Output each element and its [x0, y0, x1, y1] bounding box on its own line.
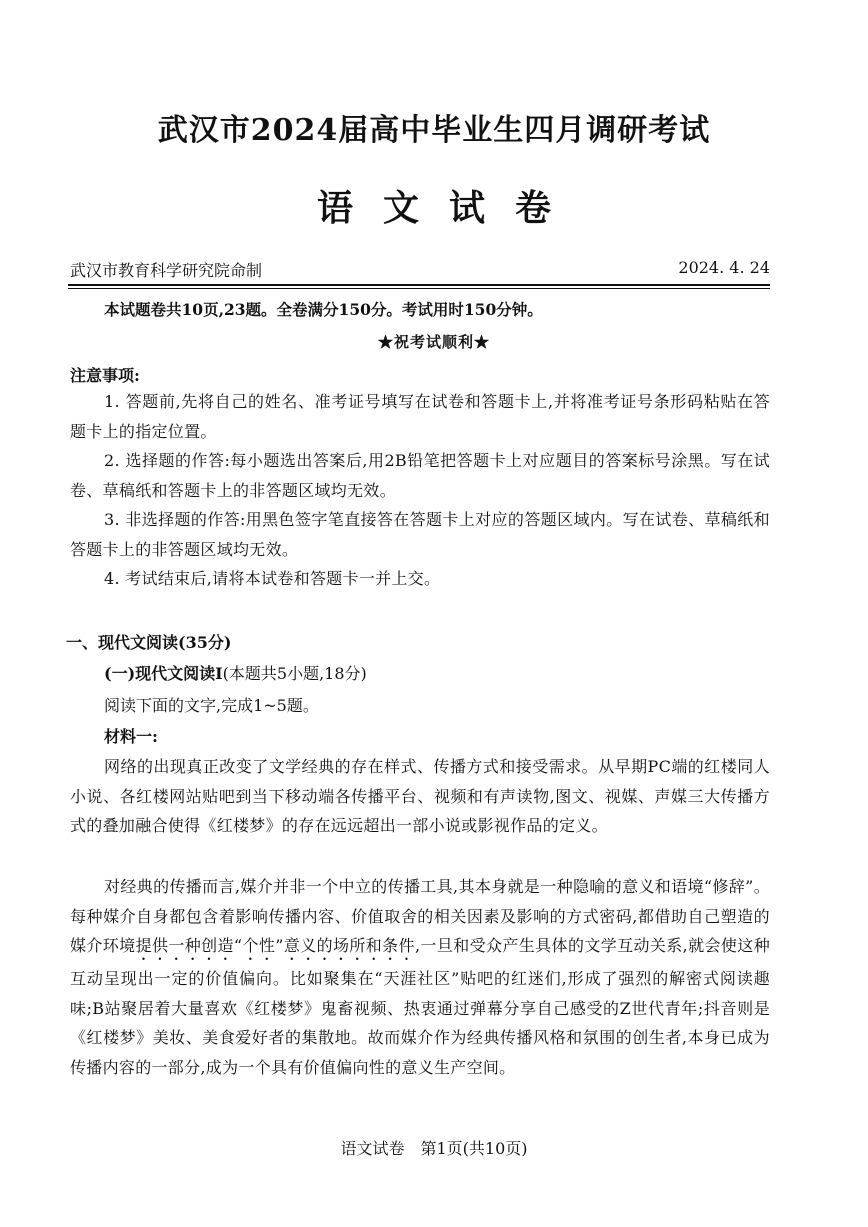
- page-footer: 语文试卷 第1页(共10页): [340, 1139, 528, 1158]
- emphasized-phrase: 提供一种创造“个性”意义的场所和条件: [135, 936, 415, 955]
- notice-item-3: 3. 非选择题的作答:用黑色签字笔直接答在答题卡上对应的答题区域内。写在试卷、草稿纸和答题卡上的非答题区域均无效。: [70, 510, 770, 559]
- subsection-title: (一)现代文阅读Ⅰ: [104, 664, 223, 683]
- section-heading: 一、现代文阅读(35分): [66, 633, 232, 652]
- exam-date: 2024. 4. 24: [678, 258, 770, 277]
- paragraph-2-part-b: ,一旦和受众产生具体的文学互动关系,就会使这种互动呈现出一定的价值偏向。比如聚集在“天涯社区”贴吧的红迷们,形成了强烈的解密式阅读趣味;B站聚居着大量喜欢《红楼梦》鬼畜视频、热衷通过弹幕分享自己感受的Z世代青年;抖音则是《红楼梦》美妆、美食爱好者的集散地。故而媒介作为经典传播风格和氛围的创生者,本身已成为传播内容的一部分,成为一个具有价值偏向性的意义生产空间。: [70, 936, 771, 1077]
- material-paragraph-2: [70, 872, 770, 1082]
- material-paragraph-1: 网络的出现真正改变了文学经典的存在样式、传播方式和接受需求。从早期PC端的红楼同人小说、各红楼网站贴吧到当下移动端各传播平台、视频和有声读物,图文、视媒、声媒三大传播方式的叠加融合使得《红楼梦》的存在远远超出一部小说或影视作品的定义。: [70, 757, 770, 835]
- header-rule-thick: [68, 284, 770, 286]
- reading-instruction: 阅读下面的文字,完成1~5题。: [104, 696, 319, 715]
- subsection-heading: [104, 661, 367, 684]
- notice-item-2: 2. 选择题的作答:每小题选出答案后,用2B铅笔把答题卡上对应题目的答案标号涂黑。写在试卷、草稿纸和答题卡上的非答题区域均无效。: [70, 451, 770, 500]
- issuer-text: 武汉市教育科学研究院命制: [70, 261, 263, 280]
- material-label: 材料一:: [104, 727, 158, 746]
- notice-item-1: 1. 答题前,先将自己的姓名、准考证号填写在试卷和答题卡上,并将准考证号条形码粘贴在答题卡上的指定位置。: [70, 392, 770, 441]
- notice-item-4: 4. 考试结束后,请将本试卷和答题卡一并上交。: [104, 569, 441, 588]
- good-luck-wish: ★祝考试顺利★: [377, 333, 490, 351]
- subsection-note: (本题共5小题,18分): [222, 664, 367, 683]
- exam-title: 武汉市2024届高中毕业生四月调研考试: [157, 113, 711, 148]
- header-rule-thin: [68, 288, 770, 289]
- exam-summary: 本试题卷共10页,23题。全卷满分150分。考试用时150分钟。: [104, 300, 543, 319]
- paragraph-2-part-a: 对经典的传播而言,媒介并非一个中立的传播工具,其本身就是一种隐喻的意义和语境“修辞”。每种媒介自身都包含着影响传播内容、价值取舍的相关因素及影响的方式密码,都借助自己塑造的媒介环境: [70, 877, 770, 955]
- notice-heading: 注意事项:: [70, 366, 140, 385]
- subject-title: 语文试卷: [316, 187, 581, 229]
